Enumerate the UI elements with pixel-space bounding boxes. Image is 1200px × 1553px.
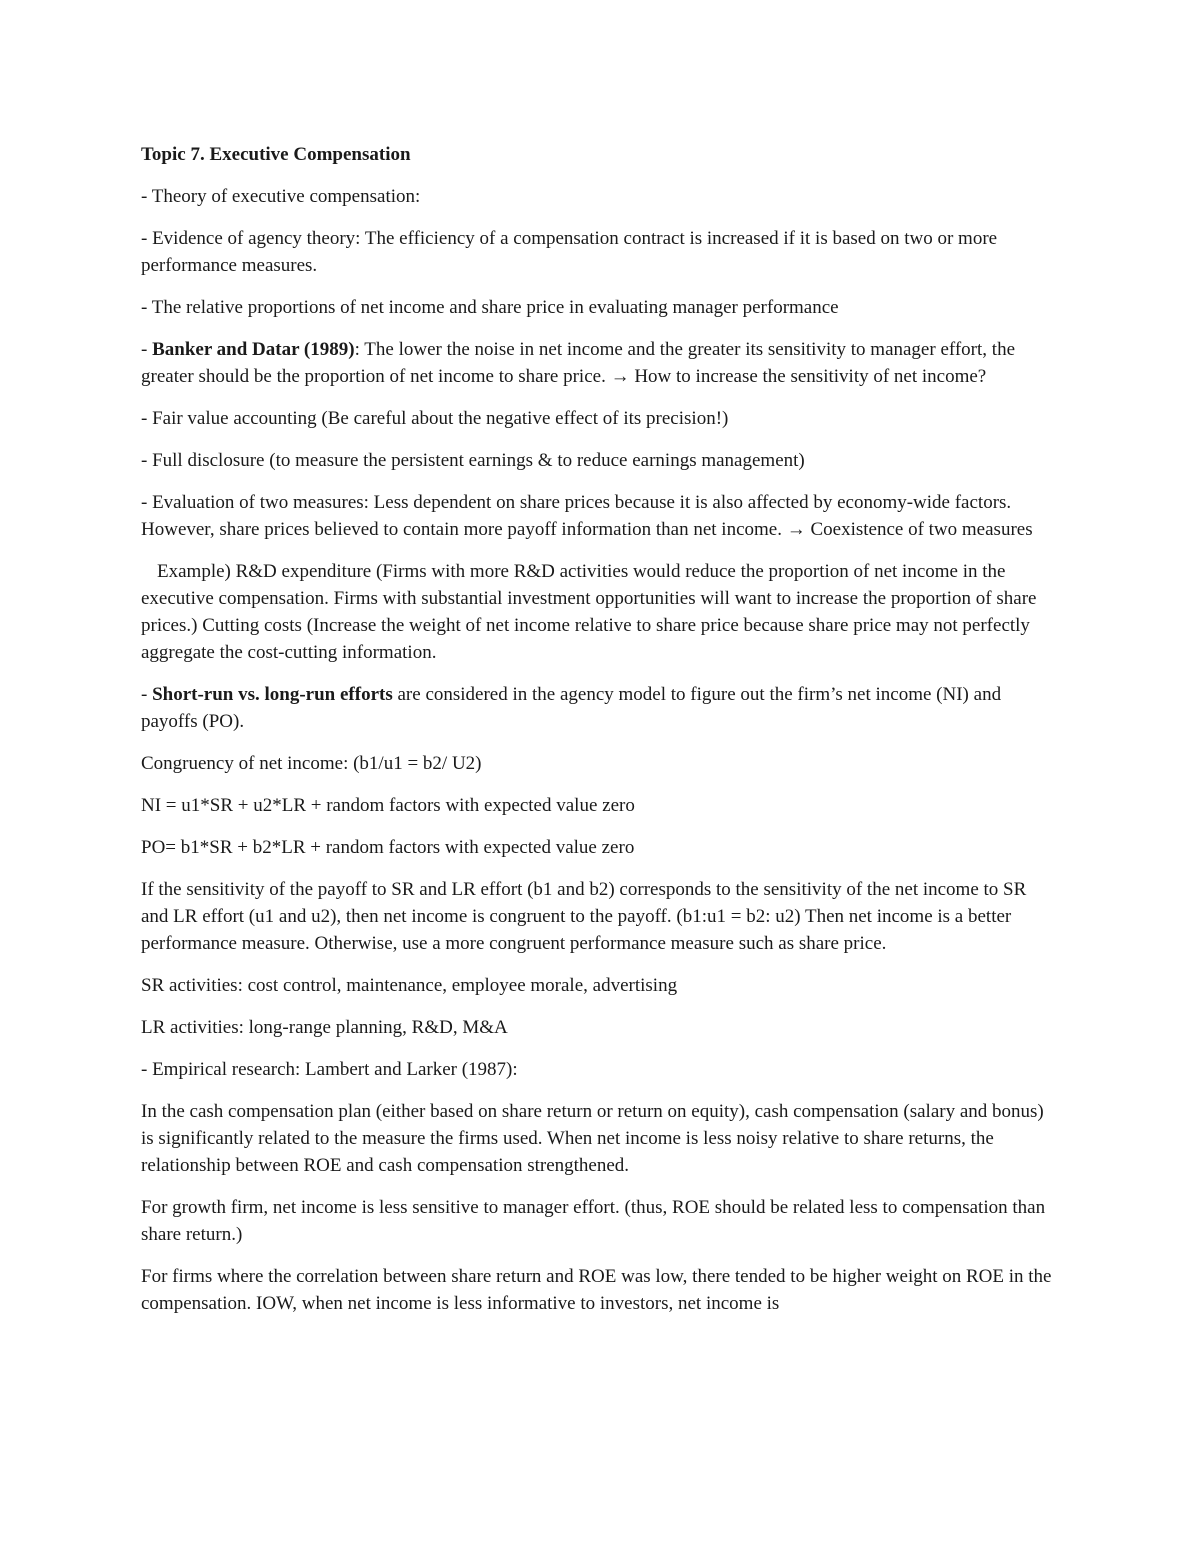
shortrun-heading: Short-run vs. long-run efforts [152, 684, 393, 705]
paragraph-sr-activities: SR activities: cost control, maintenance, employee morale, advertising [141, 975, 678, 996]
banker-text: : The lower the noise in net income and the greater its sensitivity to manager effort, the greater should be the proportion of net income to share price. → How to increase the sensitivity of net income? [141, 339, 1016, 387]
paragraph-short-long-run [141, 681, 1056, 735]
paragraph-example-rd: Example) R&D expenditure (Firms with more R&D activities would reduce the proportion of net income in the executive compensation. Firms with substantial investment opportunities will want to increase the proportion of share prices.) Cutting costs (Increase the weight of net income relative to share price because share price may not perfectly aggregate the cost-cutting information. [141, 561, 1037, 663]
banker-datar-citation: Banker and Datar (1989) [152, 339, 355, 360]
shortrun-text: are considered in the agency model to figure out the firm’s net income (NI) and payoffs (PO). [141, 684, 1002, 732]
paragraph-growth-firm: For growth firm, net income is less sensitive to manager effort. (thus, ROE should be related less to compensation than share return.) [141, 1197, 1046, 1245]
paragraph-full-disclosure: - Full disclosure (to measure the persistent earnings & to reduce earnings management) [141, 450, 805, 471]
paragraph-congruency: Congruency of net income: (b1/u1 = b2/ U2) [141, 753, 482, 774]
paragraph-empirical-research: - Empirical research: Lambert and Larker (1987): [141, 1059, 518, 1080]
paragraph-evaluation-two-measures: - Evaluation of two measures: Less dependent on share prices because it is also affected by economy-wide factors. However, share prices believed to contain more payoff information than net income. → Coexistence of two measures [141, 492, 1033, 540]
document-body [141, 141, 1056, 1332]
shortrun-prefix: - [141, 684, 153, 705]
equation-ni: NI = u1*SR + u2*LR + random factors with expected value zero [141, 795, 635, 816]
paragraph-cash-compensation-plan: In the cash compensation plan (either based on share return or return on equity), cash compensation (salary and bonus) is significantly related to the measure the firms used. When net income is less noisy relative to share returns, the relationship between ROE and cash compensation strengthened. [141, 1101, 1044, 1176]
paragraph-theory: - Theory of executive compensation: [141, 186, 421, 207]
equation-po: PO= b1*SR + b2*LR + random factors with expected value zero [141, 837, 635, 858]
paragraph-fair-value: - Fair value accounting (Be careful about the negative effect of its precision!) [141, 408, 729, 429]
document-title: Topic 7. Executive Compensation [141, 144, 411, 165]
paragraph-banker-datar [141, 336, 1056, 390]
paragraph-relative-proportions: - The relative proportions of net income and share price in evaluating manager performance [141, 297, 839, 318]
paragraph-lr-activities: LR activities: long-range planning, R&D, M&A [141, 1017, 508, 1038]
paragraph-correlation: For firms where the correlation between share return and ROE was low, there tended to be higher weight on ROE in the compensation. IOW, when net income is less informative to investors, net income is [141, 1266, 1052, 1314]
paragraph-evidence-agency-theory: - Evidence of agency theory: The efficiency of a compensation contract is increased if it is based on two or more performance measures. [141, 228, 998, 276]
paragraph-if-sensitivity: If the sensitivity of the payoff to SR and LR effort (b1 and b2) corresponds to the sensitivity of the net income to SR and LR effort (u1 and u2), then net income is congruent to the payoff. (b1:u1 = b2: u2) Then net income is a better performance measure. Otherwise, use a more congruent performance measure such as share price. [141, 879, 1027, 954]
banker-prefix: - [141, 339, 153, 360]
